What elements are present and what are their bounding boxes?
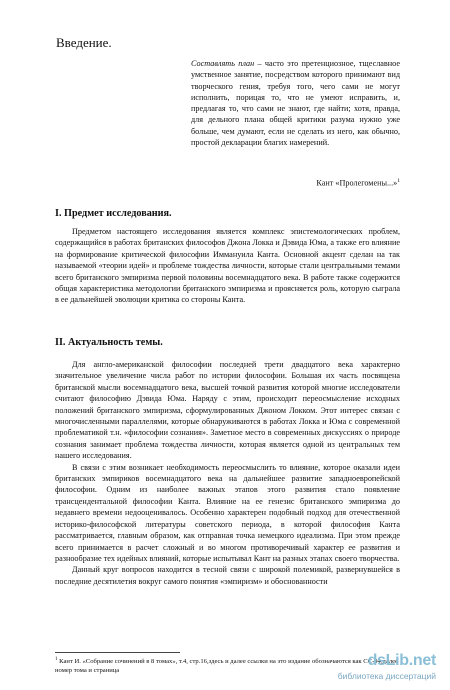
epigraph-author-name: Кант «Пролегомены...» [316,178,398,188]
section-heading-relevance: II. Актуальность темы. [55,337,163,348]
paragraph: Для англо-американской философии последней трети двадцатого века характерно значительное увеличение числа работ по истории философии. Большая их часть посвящена британской мысли восемнадцатого века, высшей точкой развития которой многие исследователи считают философию Дэвида Юма. Наряду с этим, происходит переосмысление исходных положений британского эмпиризма, сформулированных Джоном Локком. Этот интерес связан с многочисленными параллелями, которые обнаруживаются в работах Локка и Юма с современной проблематикой т.н. «философии сознания». Заметное место в современных дискуссиях о природе сознания занимает проблема тождества личности, которая является одной из центральных тем нашего исследования. [55,360,400,461]
paragraph: В связи с этим возникает необходимость переосмыслить то влияние, которое оказали идеи британских эмпириков восемнадцатого века на дальнейшее развитие западноевропейской философии. Одним из наиболее важных этапов этого развития стало появление трансцендентальной философии Канта. Влияние на ее генезис британского эмпиризма до недавнего времени недооценивалось. Особенно характерен подобный подход для отечественной историко-философской литературы советского периода, в которой философия Канта рассматривается, главным образом, как отправная точка немецкого идеализма. При этом прежде всего принимается в расчет сложный и во многом противоречивый характер ее развития и разнообразие тех идейных влияний, которые испытывал Кант на разных этапах своего творчества. [55,462,400,563]
paragraph: Предметом настоящего исследования является комплекс эпистемологических проблем, содержащийся в работах британских философов Джона Локка и Дэвида Юма, а также его влияние на формирование критической философии Иммануила Канта. Основной акцент сделан на так называемой «теории идей» и проблеме тождества личности, которые стали центральными темами всего британского эмпиризма первой половины восемнадцатого века. В работе также содержится общая характеристика методологии британского эмпиризма и проясняется роль, которую сыграла в ее дальнейшей эволюции критика со стороны Канта. [55,227,400,305]
section-relevance-body [55,359,400,587]
footnote-divider [55,652,180,653]
footnote-number: 1 [55,657,58,662]
epigraph-quote [191,58,400,148]
epigraph-lead: Составлять план [191,59,255,68]
section-heading-subject: I. Предмет исследования. [55,208,172,219]
footnote-text: Кант И. «Собрание сочинений в 8 томах», т.4, стр.16,здесь и далее ссылки на это издание обозначаются как СС-94,далее номер тома и страница [55,658,398,674]
epigraph-text: – часто это претенциозное, тщеславное умственное занятие, посредством которого принимают вид творческого гения, требуя того, чего сами не могут исполнить, порицая то, что не умеют исправить, и, предлагая то, что сами не знают, где найти; хотя, правда, для дельного плана общей критики разума нужно уже больше, чем думают, если не сделать из него, как обычно, простой декларации благих намерений. [191,59,401,148]
paragraph: Данный круг вопросов находится в тесной связи с широкой полемикой, развернувшейся в последние десятилетия вокруг самого понятия «эмпиризм» и обоснованности [55,565,400,586]
watermark-logo: dsLib.net [367,652,436,669]
epigraph-author [316,178,400,188]
footnote-marker[interactable]: 1 [397,178,400,184]
watermark-subtitle: библиотека диссертаций [337,671,436,681]
introduction-title: Введение. [56,35,112,50]
section-subject-body [55,226,400,306]
watermark[interactable] [300,652,440,684]
